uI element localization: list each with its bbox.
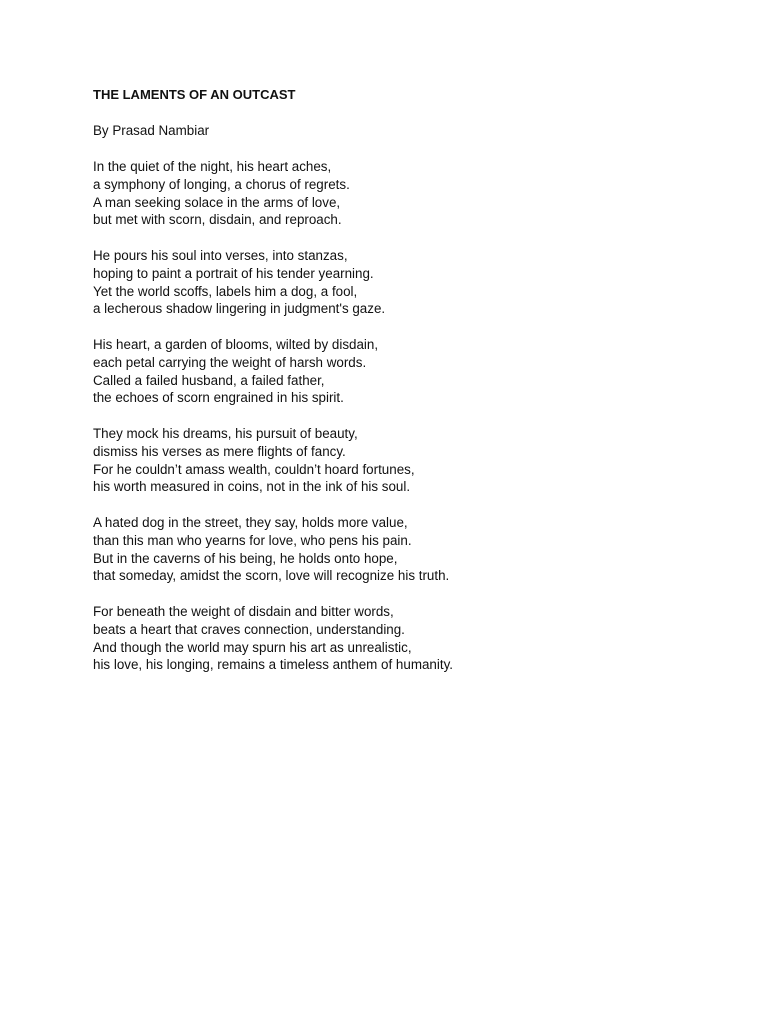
poem-line: the echoes of scorn engrained in his spirit. (93, 390, 344, 406)
poem-line: They mock his dreams, his pursuit of beauty, (93, 426, 358, 441)
poem-line: Yet the world scoffs, labels him a dog, a fool, (93, 283, 358, 299)
poem-line: dismiss his verses as mere flights of fancy. (93, 443, 346, 459)
poem-line: hoping to paint a portrait of his tender yearning. (93, 265, 374, 281)
poem-line: his worth measured in coins, not in the ink of his soul. (93, 479, 411, 495)
stanza-6 (93, 603, 713, 674)
stanza-2 (93, 247, 713, 318)
poem-line: his love, his longing, remains a timeless anthem of humanity. (93, 657, 453, 673)
poem-line: But in the caverns of his being, he holds onto hope, (93, 550, 398, 566)
poem-title: THE LAMENTS OF AN OUTCAST (93, 87, 296, 102)
stanza-5 (93, 514, 713, 585)
poem-line: In the quiet of the night, his heart aches, (93, 159, 332, 174)
poem-line: His heart, a garden of blooms, wilted by disdain, (93, 337, 379, 352)
poem-line: but met with scorn, disdain, and reproach. (93, 212, 342, 228)
stanza-3 (93, 336, 713, 407)
stanza-1 (93, 158, 713, 229)
poem-line: A man seeking solace in the arms of love, (93, 194, 341, 210)
poem-line: that someday, amidst the scorn, love will recognize his truth. (93, 568, 450, 584)
poem-line: For beneath the weight of disdain and bitter words, (93, 604, 394, 619)
stanza-4 (93, 425, 713, 496)
poem-line: a symphony of longing, a chorus of regrets. (93, 176, 350, 192)
poem-line: each petal carrying the weight of harsh words. (93, 354, 367, 370)
poem-page (93, 86, 713, 674)
poem-line: For he couldn’t amass wealth, couldn’t hoard fortunes, (93, 461, 415, 477)
poem-line: than this man who yearns for love, who pens his pain. (93, 532, 412, 548)
poem-line: He pours his soul into verses, into stanzas, (93, 248, 348, 263)
poem-line: A hated dog in the street, they say, holds more value, (93, 515, 408, 530)
poem-line: a lecherous shadow lingering in judgment's gaze. (93, 301, 386, 317)
poem-line: And though the world may spurn his art as unrealistic, (93, 639, 412, 655)
poem-line: Called a failed husband, a failed father, (93, 372, 325, 388)
poem-author: By Prasad Nambiar (93, 123, 210, 138)
poem-line: beats a heart that craves connection, understanding. (93, 621, 405, 637)
